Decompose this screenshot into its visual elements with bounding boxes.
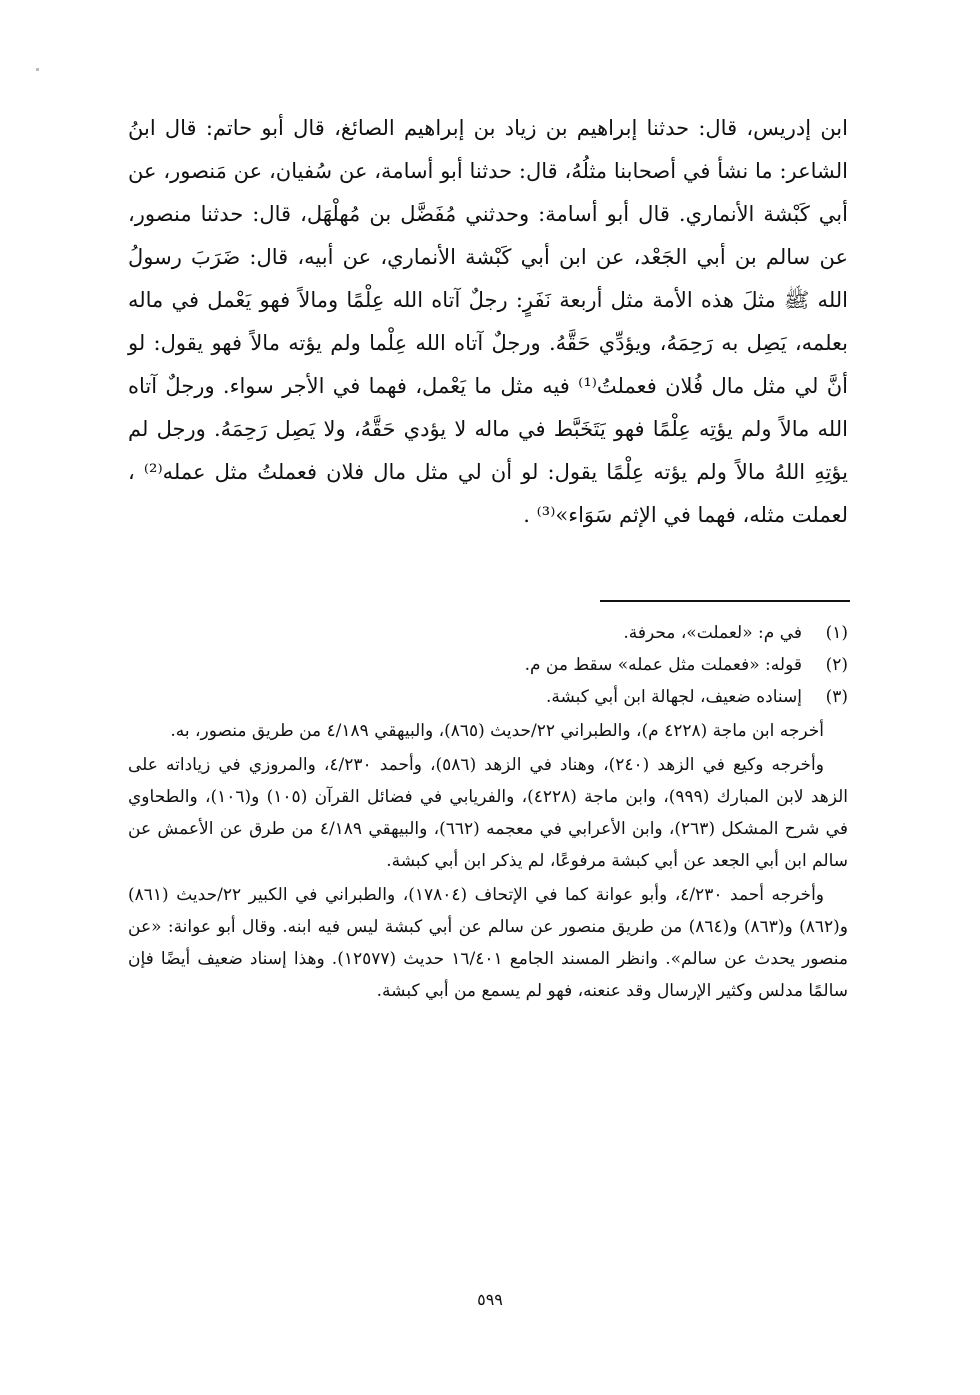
- footnote-number: (٣): [825, 687, 848, 707]
- page-number: ٥٩٩: [477, 1290, 503, 1309]
- scan-speck: [36, 68, 39, 71]
- footnote-item: [128, 681, 848, 713]
- footnote-text: إسناده ضعيف، لجهالة ابن أبي كبشة.: [545, 687, 802, 707]
- footnote-paragraph: وأخرجه وكيع في الزهد (٢٤٠)، وهناد في الزهد (٥٨٦)، وأحمد ٤/٢٣٠، والمروزي في زياداته على الزهد لابن المبارك (٩٩٩)، وابن ماجة (٤٢٢٨)، والفريابي في فضائل القرآن (١٠٥) و(١٠٦)، والطحاوي في شرح المشكل (٢٦٣)، وابن الأعرابي في معجمه (٦٦٢)، والبيهقي ٤/١٨٩ من طرق عن الأعمش عن سالم ابن أبي الجعد عن أبي كبشة مرفوعًا، لم يذكر ابن أبي كبشة.: [128, 755, 848, 871]
- main-text-block: [128, 107, 848, 537]
- footnote-text: في م: «لعملت»، محرفة.: [623, 623, 802, 643]
- footnote-item: [128, 649, 848, 681]
- footnote-paragraph: أخرجه ابن ماجة (٤٢٢٨ م)، والطبراني ٢٢/حديث (٨٦٥)، والبيهقي ٤/١٨٩ من طريق منصور، به.: [170, 721, 824, 741]
- footnote-number: (١): [825, 623, 848, 643]
- footnote-paragraph: وأخرجه أحمد ٤/٢٣٠، وأبو عوانة كما في الإتحاف (١٧٨٠٤)، والطبراني في الكبير ٢٢/حديث (٨٦١) و(٨٦٢) و(٨٦٣) و(٨٦٤) من طريق منصور عن سالم عن أبي كبشة ليس فيه ابنه. وقال أبو عوانة: «عن منصور يحدث عن سالم». وانظر المسند الجامع ١٦/٤٠١ حديث (١٢٥٧٧). وهذا إسناد ضعيف أيضًا فإن سالمًا مدلس وكثير الإرسال وقد عنعنه، فهو لم يسمع من أبي كبشة.: [128, 885, 848, 1001]
- footnote-number: (٢): [825, 655, 848, 675]
- footnotes-block: [128, 617, 848, 1007]
- footnote-separator: [600, 600, 850, 602]
- footnote-item: [128, 617, 848, 649]
- main-paragraph: ابن إدريس، قال: حدثنا إبراهيم بن زياد بن إبراهيم الصائغ، قال أبو حاتم: قال ابنُ الشاعر: ما نشأ في أصحابنا مثلُهُ، قال: حدثنا أبو أسامة، عن سُفيان، عن مَنصور، عن أبي كَبْشة الأنماري. قال أبو أسامة: وحدثني مُفَضَّل بن مُهلْهَل، قال: حدثنا منصور، عن سالم بن أبي الجَعْد، عن ابن أبي كَبْشة الأنماري، عن أبيه، قال: ضَرَبَ رسولُ الله ﷺ مثلَ هذه الأمة مثل أربعة نَفَرٍ: رجلٌ آتاه الله عِلْمًا ومالاً فهو يَعْمل في ماله بعلمه، يَصِل به رَحِمَهُ، ويؤدِّي حَقَّهُ. ورجلٌ آتاه الله عِلْما ولم يؤته مالاً فهو يقول: لو أنَّ لي مثل مال فُلان فعملتُ⁽¹⁾ فيه مثل ما يَعْمل، فهما في الأجر سواء. ورجلٌ آتاه الله مالاً ولم يؤتِه عِلْمًا فهو يَتَخَبَّط في ماله لا يؤدي حَقَّهُ، ولا يَصِل رَحِمَهُ. ورجل لم يؤتِهِ اللهُ مالاً ولم يؤته عِلْمًا يقول: لو أن لي مثل مال فلان فعملتُ مثل عمله⁽²⁾ ، لعملت مثله، فهما في الإثم سَوَاء»⁽³⁾ .: [128, 116, 849, 527]
- footnote-text: قوله: «فعملت مثل عمله» سقط من م.: [524, 655, 802, 675]
